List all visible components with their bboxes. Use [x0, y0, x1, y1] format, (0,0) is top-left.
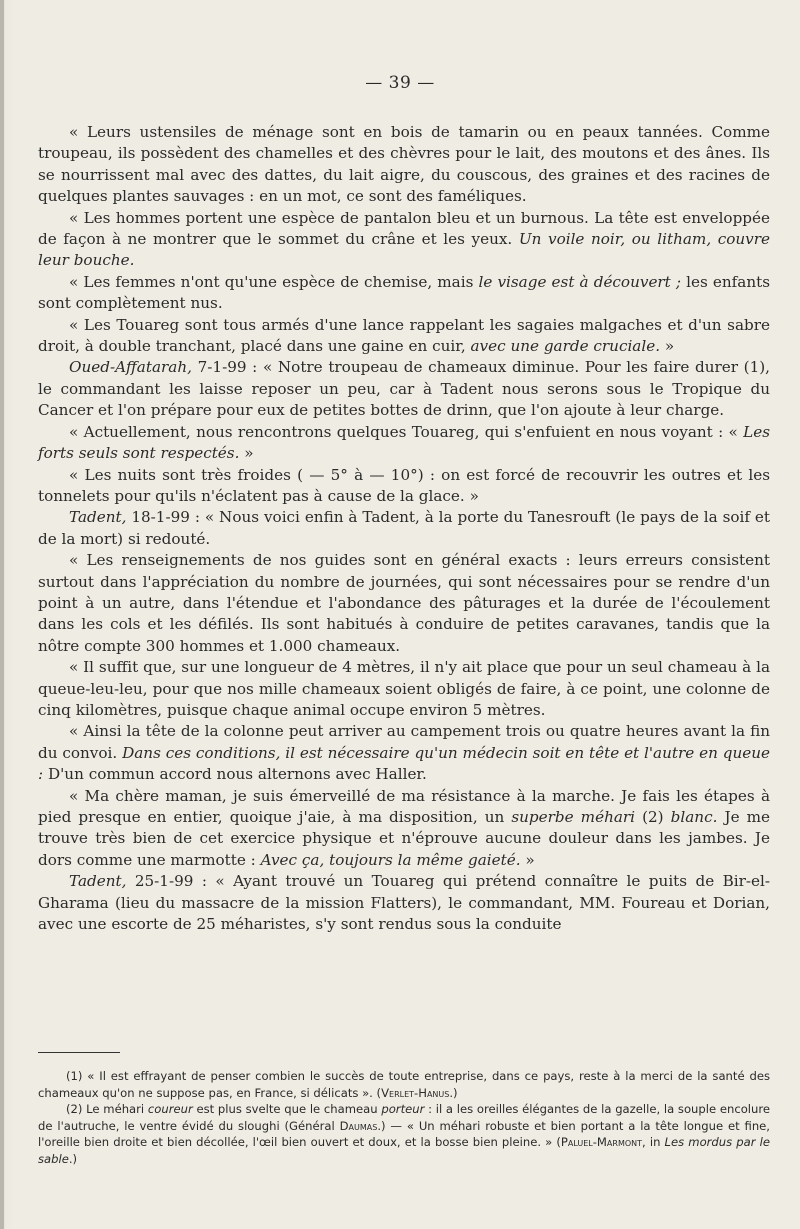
author-name: Daumas: [339, 1118, 378, 1133]
text-span: Je me trouve très bien de cet exercice physique et n'éprouve aucune douleur dans les jambes. Je dors comme une marmotte :: [38, 808, 771, 869]
text-span: 7-1-99 : « Notre troupeau de chameaux diminue. Pour les faire durer (1), le commandant les laisse reposer un peu, car à Tadent nous serons sous le Tropique du Cancer et l'on prépare pour eux de petites bottes de drinn, que l'on ajoute à leur charge.: [38, 358, 770, 420]
paragraph-convoi: [38, 721, 770, 785]
text-span: « Les Touareg sont tous armés d'une lance rappelant les sagaies malgaches et d'un sabre droit, à double tranchant, placé dans une gaine en cuir,: [38, 315, 770, 356]
footnote-divider: [38, 1052, 120, 1053]
text-span: »: [520, 850, 535, 869]
text-span: .): [449, 1085, 458, 1100]
paragraph-femmes: [38, 272, 770, 315]
italic-span: Les forts seuls sont respectés.: [38, 422, 770, 463]
footnote-1: [38, 1068, 770, 1101]
text-span: 18-1-99 : « Nous voici enfin à Tadent, à la porte du Tanesrouft (le pays de la soif et de la mort) si redouté.: [38, 508, 770, 548]
text-span: »: [239, 444, 254, 463]
italic-span: porteur: [381, 1102, 425, 1117]
paragraph-oued-affatarah: [38, 357, 770, 421]
author-name: Paluel-Marmont: [560, 1135, 643, 1150]
paragraph-nuits: « Les nuits sont très froides ( — 5° à — 10°) : on est forcé de recouvrir les outres et les tonnelets pour qu'ils n'éclatent pas à cause de la glace. »: [38, 465, 770, 505]
paragraph-renseignements: « Les renseignements de nos guides sont en général exacts : leurs erreurs consistent surtout dans l'appréciation du nombre de journées, qui sont nécessaires pour se rendre d'un point à un autre, dans l'étendue et l'abondance des pâturages et la durée de l'écoulement dans les cols et les défilés. Ils sont habitués à conduire de petites caravanes, tandis que la nôtre compte 300 hommes et 1.000 chameaux.: [38, 551, 770, 655]
text-span: (2): [635, 808, 671, 826]
place-name: Tadent,: [69, 872, 127, 891]
text-span: .) — « Un méhari robuste et bien portant a la tête longue et fine, l'oreille bien droite et bien décollée, l'œil bien ouvert et doux, et la bosse bien pleine. » (: [38, 1118, 770, 1150]
text-span: , in: [642, 1135, 665, 1150]
book-title: Les mordus par le sable: [38, 1135, 770, 1166]
text-span: les enfants sont complètement nus.: [38, 272, 770, 313]
text-span: « Actuellement, nous rencontrons quelques Touareg, qui s'enfuient en nous voyant : «: [69, 422, 744, 441]
binding-edge: [0, 0, 4, 1229]
paragraph-actuellement: [38, 422, 770, 465]
italic-span: Dans ces conditions, il est nécessaire qu'un médecin soit en tête et l'autre en queue :: [38, 743, 770, 784]
paragraph-touareg-armes: [38, 315, 770, 358]
text-span: D'un commun accord nous alternons avec Haller.: [43, 765, 427, 784]
italic-span: superbe méhari: [511, 808, 636, 826]
text-span: « Les hommes portent une espèce de pantalon bleu et un burnous. La tête est enveloppée de façon à ne montrer que le sommet du crâne et les yeux.: [38, 208, 770, 249]
text-span: (2) Le méhari: [66, 1102, 148, 1117]
place-name: Tadent,: [69, 508, 127, 527]
paragraph-tadent-arrivee: [38, 507, 770, 550]
italic-span: avec une garde cruciale.: [470, 337, 661, 356]
paragraph-hommes: [38, 208, 770, 272]
text-span: 25-1-99 : « Ayant trouvé un Touareg qui prétend connaître le puits de Bir-el-Gharama (lieu du massacre de la mission Flatters), le commandant, MM. Foureau et Dorian, avec une escorte de 25 méharistes, s'y sont rendus sous la conduite: [38, 872, 770, 934]
italic-span: coureur: [147, 1102, 193, 1117]
italic-span: Un voile noir, ou litham, couvre leur bouche.: [38, 230, 770, 270]
main-text: [38, 122, 770, 935]
text-span: « Ainsi la tête de la colonne peut arriver au campement trois ou quatre heures avant la fin du convoi.: [38, 722, 770, 762]
text-span: : il a les oreilles élégantes de la gazelle, la souple encolure de l'autruche, le ventre évidé du sloughi (Général: [38, 1102, 771, 1133]
italic-span: blanc.: [670, 808, 718, 826]
footnotes: [38, 1068, 770, 1168]
text-span: .): [68, 1151, 78, 1166]
text-span: (1) « Il est effrayant de penser combien le succès de toute entreprise, dans ce pays, reste à la merci de la santé des chameaux qu'on ne suppose pas, en France, si délicats ». (: [38, 1069, 770, 1100]
text-span: »: [660, 337, 675, 356]
paragraph-ustensiles: « Leurs ustensiles de ménage sont en bois de tamarin ou en peaux tannées. Comme troupeau, ils possèdent des chamelles et des chèvres pour le lait, des moutons et des ânes. Ils se nourrissent mal avec des dattes, du lait aigre, du couscous, des graines et des racines de quelques plantes sauvages : en un mot, ce sont des faméliques.: [38, 123, 770, 206]
author-name: Verlet-Hanus: [381, 1085, 450, 1100]
paragraph-colonne: « Il suffit que, sur une longueur de 4 mètres, il n'y ait place que pour un seul chameau à la queue-leu-leu, pour que nos mille chameaux soient obligés de faire, à ce point, une colonne de cinq kilomètres, puisque chaque animal occupe environ 5 mètres.: [38, 658, 770, 719]
paragraph-chere-maman: [38, 786, 770, 872]
paragraph-bir-el-gharama: [38, 871, 770, 935]
italic-span: Avec ça, toujours la même gaieté.: [260, 850, 521, 869]
text-span: « Les femmes n'ont qu'une espèce de chemise, mais: [69, 272, 479, 291]
text-span: est plus svelte que le chameau: [192, 1102, 382, 1117]
text-span: « Ma chère maman, je suis émerveillé de ma résistance à la marche. Je fais les étapes à pied presque en entier, quoique j'aie, à ma disposition, un: [38, 786, 770, 826]
italic-span: le visage est à découvert ;: [478, 272, 682, 291]
footnote-2: [38, 1101, 770, 1167]
place-name: Oued-Affatarah,: [69, 358, 192, 377]
page-number: — 39 —: [365, 73, 435, 93]
